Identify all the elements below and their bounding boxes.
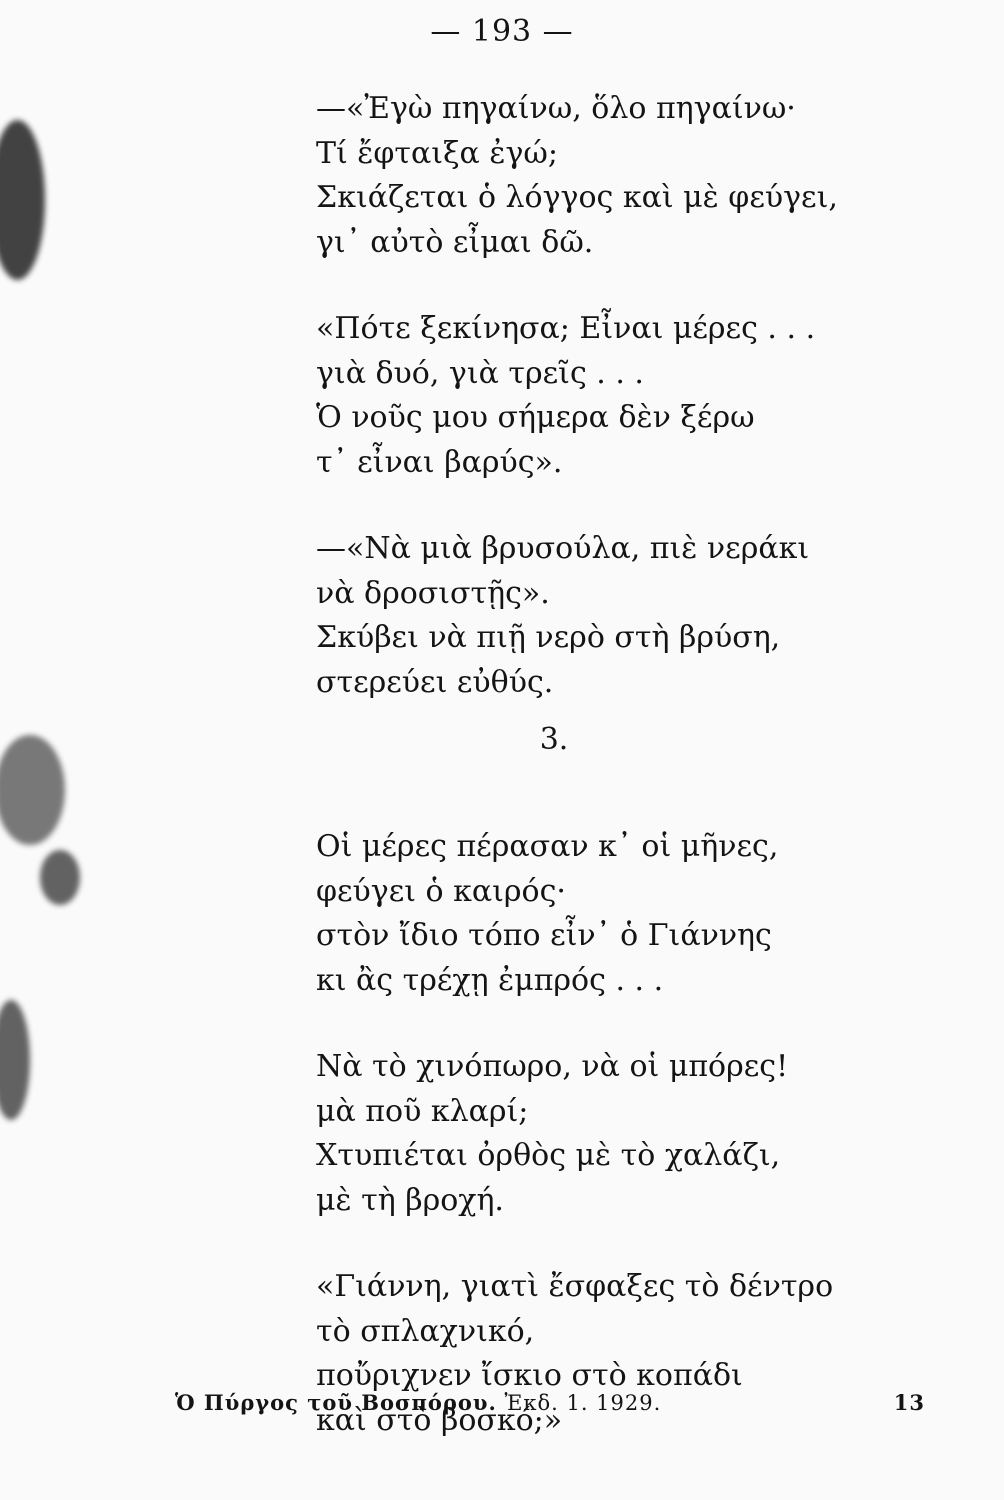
page-footer	[175, 1390, 925, 1415]
poem-line: Σκύβει νὰ πιῇ νερὸ στὴ βρύση,	[316, 620, 781, 655]
poem-line: φεύγει ὁ καιρός·	[316, 873, 566, 909]
poem-line: γι᾽ αὐτὸ εἶμαι δῶ.	[316, 224, 594, 260]
poem-line: —«Νὰ μιὰ βρυσούλα, πιὲ νεράκι	[316, 531, 810, 566]
footer-citation: Ὁ Πύργος τοῦ Βοσπόρου.	[175, 1390, 497, 1415]
poem-line: στερεύει εὐθύς.	[316, 664, 554, 700]
stanza-5	[316, 1045, 916, 1223]
footer-signature: 13	[893, 1390, 925, 1415]
ink-smudge-bottom	[0, 1000, 30, 1120]
poem-line: μὲ τὴ βροχή.	[316, 1182, 504, 1218]
poem-line: Οἱ μέρες πέρασαν κ᾽ οἱ μῆνες,	[316, 829, 779, 864]
poem-line: —«Ἐγὼ πηγαίνω, ὅλο πηγαίνω·	[316, 91, 796, 126]
poem-line: τὸ σπλαχνικό,	[316, 1313, 535, 1349]
poem-line: «Πότε ξεκίνησα; Εἶναι μέρες . . .	[316, 311, 816, 346]
poem-line: μὰ ποῦ κλαρί;	[316, 1093, 529, 1129]
poem	[316, 87, 916, 1443]
footer-edition: Ἐκδ. 1. 1929.	[496, 1391, 662, 1415]
poem-line: γιὰ δυό, γιὰ τρεῖς . . .	[316, 355, 644, 391]
poem-line: κι ἂς τρέχῃ ἐμπρός . . .	[316, 962, 664, 998]
poem-line: Σκιάζεται ὁ λόγγος καὶ μὲ φεύγει,	[316, 180, 838, 215]
poem-line: Τί ἔφταιξα ἐγώ;	[316, 135, 558, 171]
section-number: 3.	[539, 722, 569, 757]
poem-line: ποὔριχνεν ἴσκιο στὸ κοπάδι	[316, 1358, 743, 1393]
poem-line: Ὁ νοῦς μου σήμερα δὲν ξέρω	[316, 400, 755, 435]
stanza-1	[316, 87, 916, 265]
poem-line: Χτυπιέται ὀρθὸς μὲ τὸ χαλάζι,	[316, 1138, 781, 1173]
poem-line: Νὰ τὸ χινόπωρο, νὰ οἱ μπόρες!	[316, 1049, 789, 1084]
stanza-2	[316, 307, 916, 485]
ink-smudge-middle-2	[40, 850, 80, 905]
page-number: — 193 —	[430, 14, 574, 49]
poem-line: νὰ δροσιστῇς».	[316, 575, 550, 611]
stanza-4	[316, 825, 916, 1003]
poem-line: «Γιάννη, γιατὶ ἔσφαξες τὸ δέντρο	[316, 1269, 834, 1304]
stanza-3	[316, 527, 916, 705]
stanza-6	[316, 1265, 916, 1443]
ink-smudge-top	[0, 120, 45, 280]
poem-line: τ᾽ εἶναι βαρύς».	[316, 444, 563, 480]
poem-line: στὸν ἴδιο τόπο εἶν᾽ ὁ Γιάννης	[316, 918, 772, 953]
poem-line: καὶ στὸ βοσκό;»	[316, 1402, 563, 1438]
